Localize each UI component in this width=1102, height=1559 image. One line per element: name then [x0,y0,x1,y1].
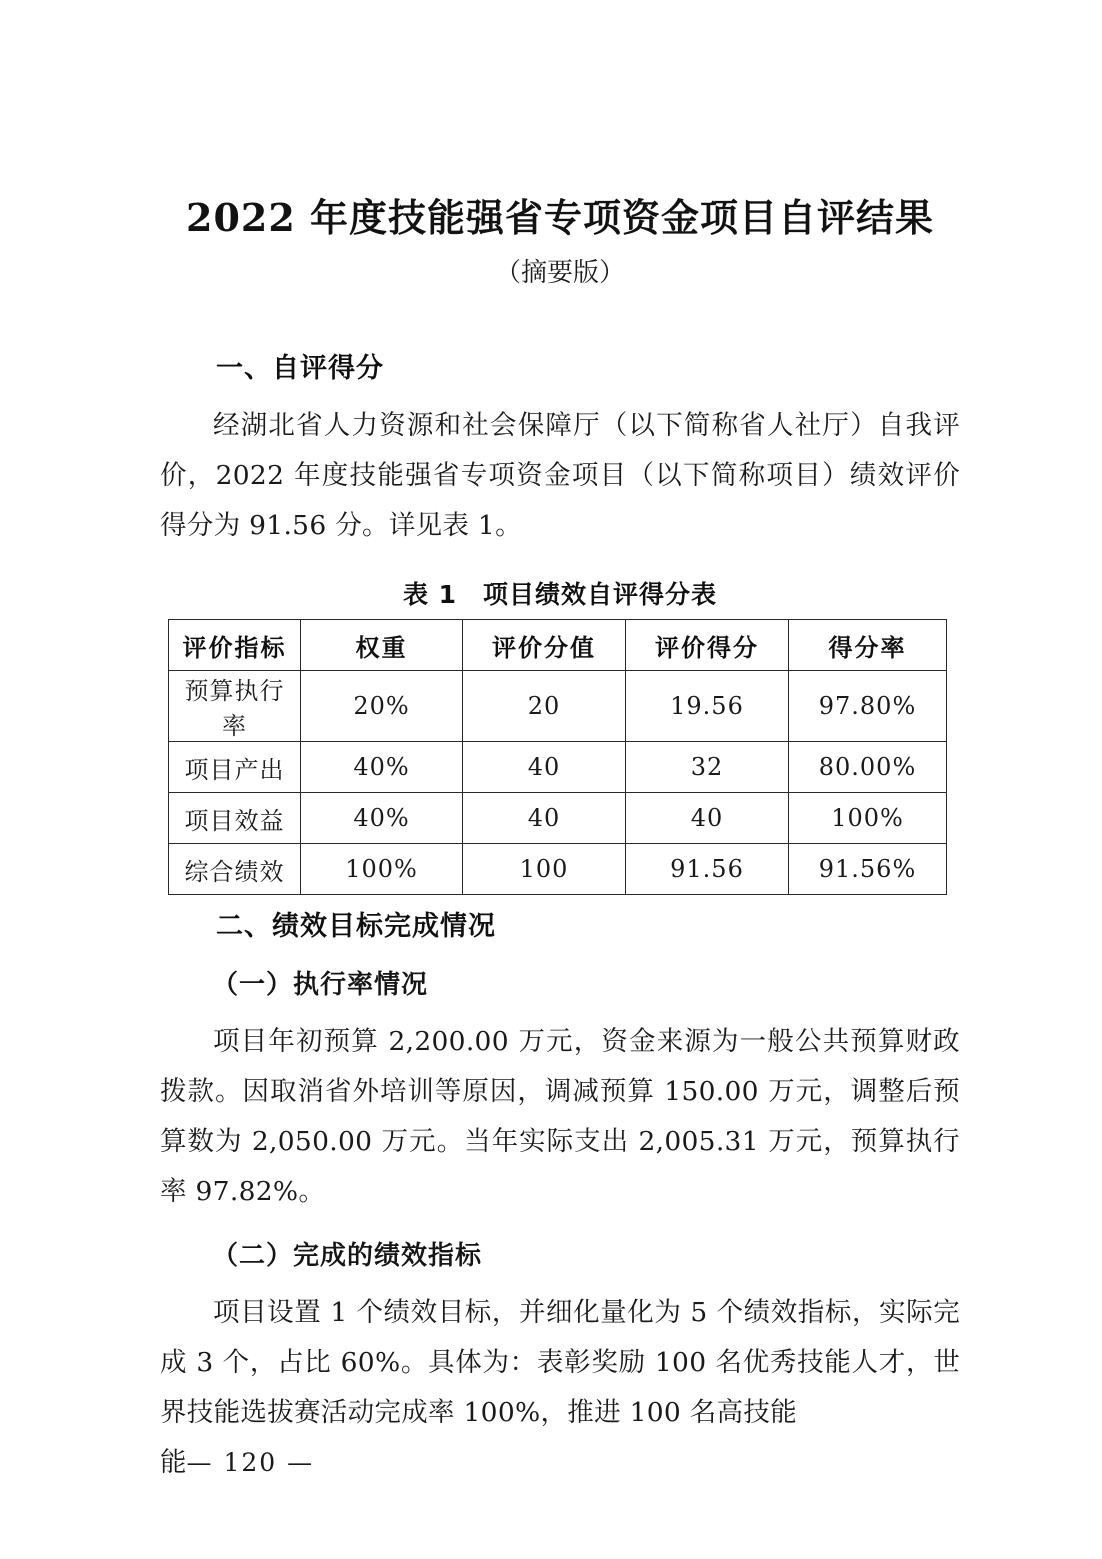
table-cell: 项目效益 [169,793,301,844]
table-header-row [169,620,947,671]
table-header-cell: 评价指标 [169,620,301,671]
table-caption: 表 1 项目绩效自评得分表 [402,580,718,610]
section-heading-2: 二、绩效目标完成情况 [216,911,496,943]
table-cell: 32 [626,742,789,793]
table-row [169,844,947,895]
page-content [160,0,960,1488]
table-cell: 100% [789,793,947,844]
page-title: 2022 年度技能强省专项资金项目自评结果 [186,195,934,240]
table-row [169,742,947,793]
table-cell: 40 [626,793,789,844]
subsection-2-1-paragraph: 项目年初预算 2,200.00 万元，资金来源为一般公共预算财政拨款。因取消省外培训等原因，调减预算 150.00 万元，调整后预算数为 2,050.00 万元。当年实际支出 2,005.31 万元，预算执行率 97.82%。 [160,1025,960,1207]
table-cell: 100% [301,844,463,895]
page-number: — 120 — [186,1447,315,1477]
table-cell: 20 [463,671,626,742]
table-cell: 40% [301,742,463,793]
table-cell: 40 [463,742,626,793]
table-cell: 40 [463,793,626,844]
table-cell: 19.56 [626,671,789,742]
table-header-cell: 评价得分 [626,620,789,671]
table-cell: 预算执行率 [169,671,301,742]
section-1-paragraph: 经湖北省人力资源和社会保障厅（以下简称省人社厅）自我评价，2022 年度技能强省专项资金项目（以下简称项目）绩效评价得分为 91.56 分。详见表 1。 [160,410,960,542]
table-cell: 100 [463,844,626,895]
performance-score-table [168,619,947,895]
page-footer-line [160,1438,960,1488]
table-cell: 综合绩效 [169,844,301,895]
table-cell: 40% [301,793,463,844]
subsection-heading-2-2: （二）完成的绩效指标 [212,1240,483,1271]
section-heading-1: 一、自评得分 [216,352,384,384]
subsection-2-2-paragraph: 项目设置 1 个绩效目标，并细化量化为 5 个绩效指标，实际完成 3 个，占比 60%。具体为：表彰奖励 100 名优秀技能人才，世界技能选拔赛活动完成率 100%，推进 100 名高技能 [160,1296,960,1428]
table-header-cell: 评价分值 [463,620,626,671]
table-cell: 项目产出 [169,742,301,793]
page-subtitle: （摘要版） [494,257,625,288]
table-header-cell: 得分率 [789,620,947,671]
table-cell: 20% [301,671,463,742]
paragraph-trailing-char: 能 [160,1446,187,1478]
table-cell: 91.56 [626,844,789,895]
table-cell: 80.00% [789,742,947,793]
table-cell: 97.80% [789,671,947,742]
subsection-heading-2-1: （一）执行率情况 [212,969,429,1000]
table-row [169,671,947,742]
table-row [169,793,947,844]
table-cell: 91.56% [789,844,947,895]
table-header-cell: 权重 [301,620,463,671]
